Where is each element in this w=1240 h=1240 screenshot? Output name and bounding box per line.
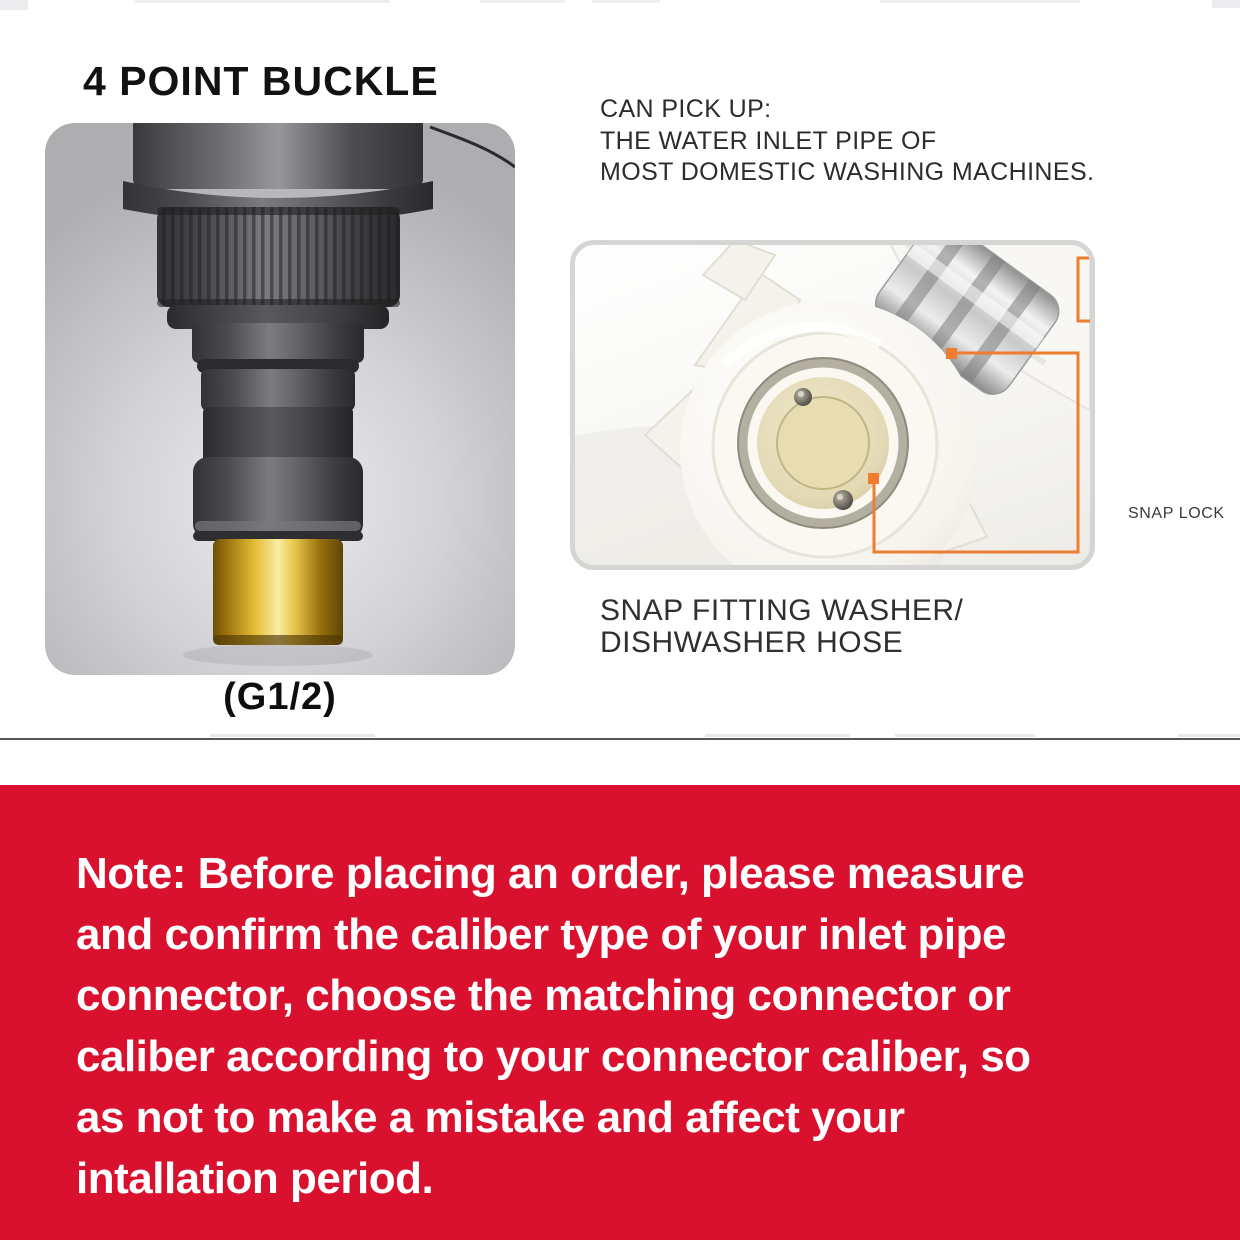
note-line: connector, choose the matching connector or (76, 971, 1011, 1020)
pickup-line: THE WATER INLET PIPE OF (600, 126, 937, 155)
section-divider (0, 738, 1240, 740)
wire (430, 127, 515, 167)
cropped-remnant (135, 0, 390, 3)
pickup-text (600, 94, 1220, 189)
cropped-remnant (1178, 734, 1240, 737)
cropped-remnant (705, 734, 850, 737)
fitting-line: DISHWASHER HOSE (600, 626, 904, 659)
shadow (183, 644, 373, 666)
note-text (76, 843, 1186, 1209)
faucet-adapter-illustration (45, 123, 515, 675)
cropped-remnant (895, 734, 1035, 737)
snap-fitting-illustration (575, 245, 1090, 565)
brass-tip (213, 539, 343, 645)
note-line: caliber according to your connector caliber, so (76, 1032, 1031, 1081)
note-line: and confirm the caliber type of your inlet pipe (76, 910, 1006, 959)
pickup-line: CAN PICK UP: (600, 95, 772, 123)
snap-fitting-photo (570, 240, 1095, 570)
thread-size-caption: (G1/2) (223, 676, 337, 718)
callout-anchor-dot (946, 348, 957, 359)
knurled-ring-ribs (157, 207, 400, 307)
fitting-caption (600, 595, 1120, 659)
note-line: intallation period. (76, 1154, 434, 1203)
screw (794, 388, 812, 406)
cropped-remnant (0, 0, 28, 10)
cropped-remnant (210, 734, 375, 737)
note-line: as not to make a mistake and affect your (76, 1093, 905, 1142)
fitting-line: SNAP FITTING WASHER/ (600, 594, 964, 627)
left-panel-title: 4 POINT BUCKLE (83, 58, 439, 104)
snap-lock-label: SNAP LOCK (1128, 505, 1225, 522)
cropped-remnant (1212, 0, 1240, 8)
callout-anchor-dot (868, 473, 879, 484)
faucet-body (123, 123, 433, 645)
cropped-remnant (880, 0, 1080, 3)
pickup-line: MOST DOMESTIC WASHING MACHINES. (600, 158, 1095, 186)
note-line: Note: Before placing an order, please measure (76, 849, 1025, 898)
faucet-adapter-photo (45, 123, 515, 675)
cropped-remnant (480, 0, 565, 3)
cropped-remnant (592, 0, 660, 3)
screw (833, 490, 853, 510)
